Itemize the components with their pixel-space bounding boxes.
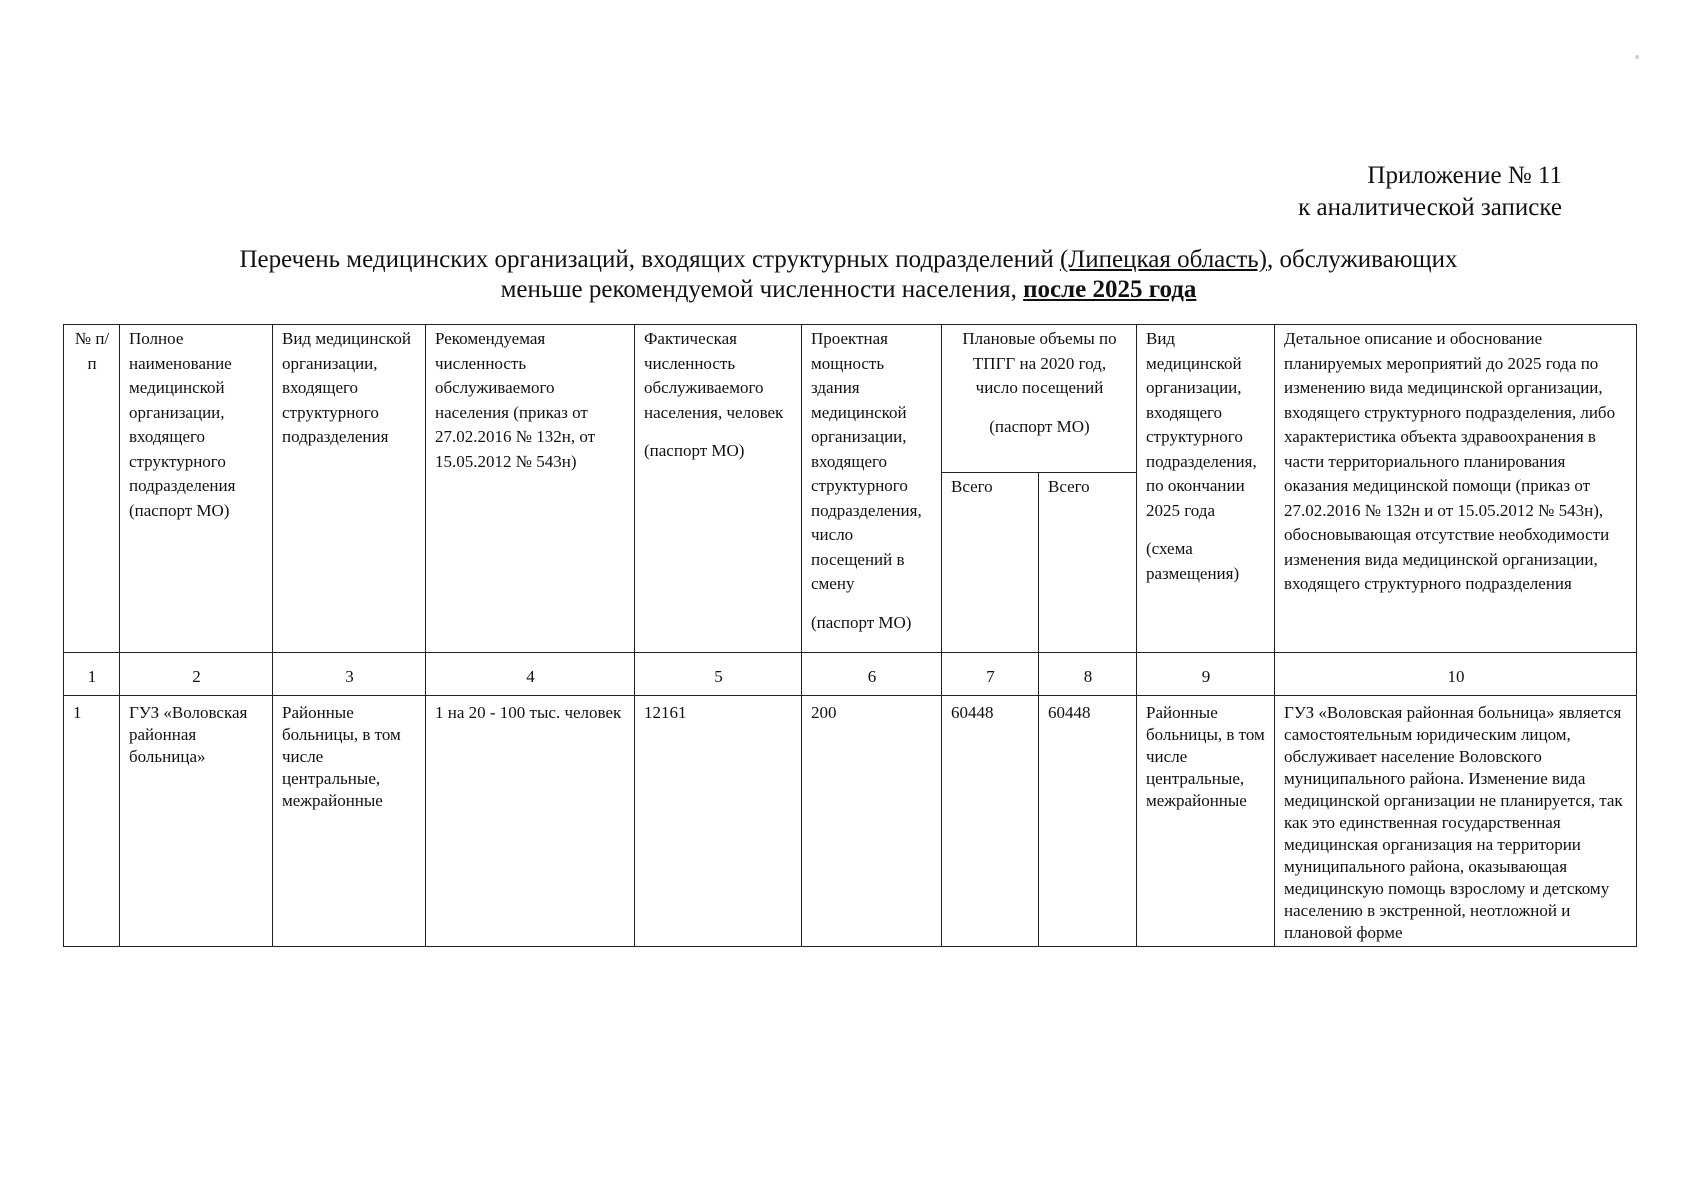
header-plan-total-1: Всего bbox=[942, 473, 1039, 653]
header-actual bbox=[635, 325, 802, 653]
header-capacity-note: (паспорт МО) bbox=[811, 612, 912, 632]
appendix-reference: к аналитической записке bbox=[1298, 194, 1562, 221]
column-number: 2 bbox=[120, 653, 273, 696]
title-text-1: Перечень медицинских организаций, входящих структурных подразделений bbox=[239, 246, 1060, 273]
column-number: 7 bbox=[942, 653, 1039, 696]
title-text-3: меньше рекомендуемой численности населения, bbox=[500, 276, 1024, 303]
table-row bbox=[64, 695, 1637, 946]
cell-kind: Районные больницы, в том числе центральные, межрайонные bbox=[273, 695, 426, 946]
column-numbers-row bbox=[64, 653, 1637, 696]
cell-description: ГУЗ «Воловская районная больница» является самостоятельным юридическим лицом, обслуживает население Воловского муниципального района. Изменение вида медицинской организации не планируется, так как это единственная государственная медицинская организация на территории муниципального района, оказывающая медицинскую помощь взрослому и детскому населению в экстренной, неотложной и плановой форме bbox=[1275, 695, 1637, 946]
column-number: 5 bbox=[635, 653, 802, 696]
document-title bbox=[60, 245, 1637, 305]
header-row bbox=[64, 325, 1637, 473]
header-kind-2025 bbox=[1137, 325, 1275, 653]
header-plan bbox=[942, 325, 1137, 473]
title-line-1 bbox=[60, 245, 1637, 275]
cell-num: 1 bbox=[64, 695, 120, 946]
header-description: Детальное описание и обоснование планируемых мероприятий до 2025 года по изменению вида медицинской организации, входящего структурного подразделения, либо характеристика объекта здравоохранения в части территориального планирования оказания медицинской помощи (приказ от 27.02.2016 № 132н и от 15.05.2012 № 543н), обосновывающая отсутствие необходимости изменения вида медицинской организации, входящего структурного подразделения bbox=[1275, 325, 1637, 653]
cell-plan-total-2: 60448 bbox=[1039, 695, 1137, 946]
cell-recommended: 1 на 20 - 100 тыс. человек bbox=[426, 695, 635, 946]
column-number: 1 bbox=[64, 653, 120, 696]
column-number: 4 bbox=[426, 653, 635, 696]
header-name: Полное наименование медицинской организации, входящего структурного подразделения (паспорт МО) bbox=[120, 325, 273, 653]
title-line-2 bbox=[60, 275, 1637, 305]
column-number: 6 bbox=[802, 653, 942, 696]
organizations-table bbox=[63, 324, 1637, 947]
title-period: после 2025 года bbox=[1023, 276, 1197, 303]
column-number: 10 bbox=[1275, 653, 1637, 696]
header-plan-total-2: Всего bbox=[1039, 473, 1137, 653]
title-region: (Липецкая область) bbox=[1059, 246, 1268, 273]
title-text-2: , обслуживающих bbox=[1267, 246, 1458, 273]
appendix-label bbox=[1298, 160, 1562, 224]
header-kind-2025-text: Вид медицинской организации, входящего структурного подразделения, по окончании 2025 года bbox=[1146, 329, 1257, 520]
header-capacity-text: Проектная мощность здания медицинской организации, входящего структурного подразделения, число посещений в смену bbox=[811, 329, 922, 593]
cell-plan-total-1: 60448 bbox=[942, 695, 1039, 946]
header-capacity bbox=[802, 325, 942, 653]
header-plan-text: Плановые объемы по ТПГГ на 2020 год, число посещений bbox=[962, 329, 1117, 397]
column-number: 3 bbox=[273, 653, 426, 696]
column-number: 8 bbox=[1039, 653, 1137, 696]
cell-kind-2025: Районные больницы, в том числе центральные, межрайонные bbox=[1137, 695, 1275, 946]
header-plan-note: (паспорт МО) bbox=[989, 416, 1090, 436]
header-actual-note: (паспорт МО) bbox=[644, 441, 745, 460]
cell-name: ГУЗ «Воловская районная больница» bbox=[120, 695, 273, 946]
header-kind-2025-note: (схема размещения) bbox=[1146, 539, 1240, 583]
cell-capacity: 200 bbox=[802, 695, 942, 946]
appendix-number: Приложение № 11 bbox=[1367, 162, 1562, 189]
header-recommended: Рекомендуемая численность обслуживаемого населения (приказ от 27.02.2016 № 132н, от 15.05.2012 № 543н) bbox=[426, 325, 635, 653]
column-number: 9 bbox=[1137, 653, 1275, 696]
header-kind: Вид медицинской организации, входящего структурного подразделения bbox=[273, 325, 426, 653]
header-num: № п/п bbox=[64, 325, 120, 653]
header-actual-text: Фактическая численность обслуживаемого населения, человек bbox=[644, 329, 784, 422]
scan-dot bbox=[1635, 55, 1639, 59]
cell-actual: 12161 bbox=[635, 695, 802, 946]
